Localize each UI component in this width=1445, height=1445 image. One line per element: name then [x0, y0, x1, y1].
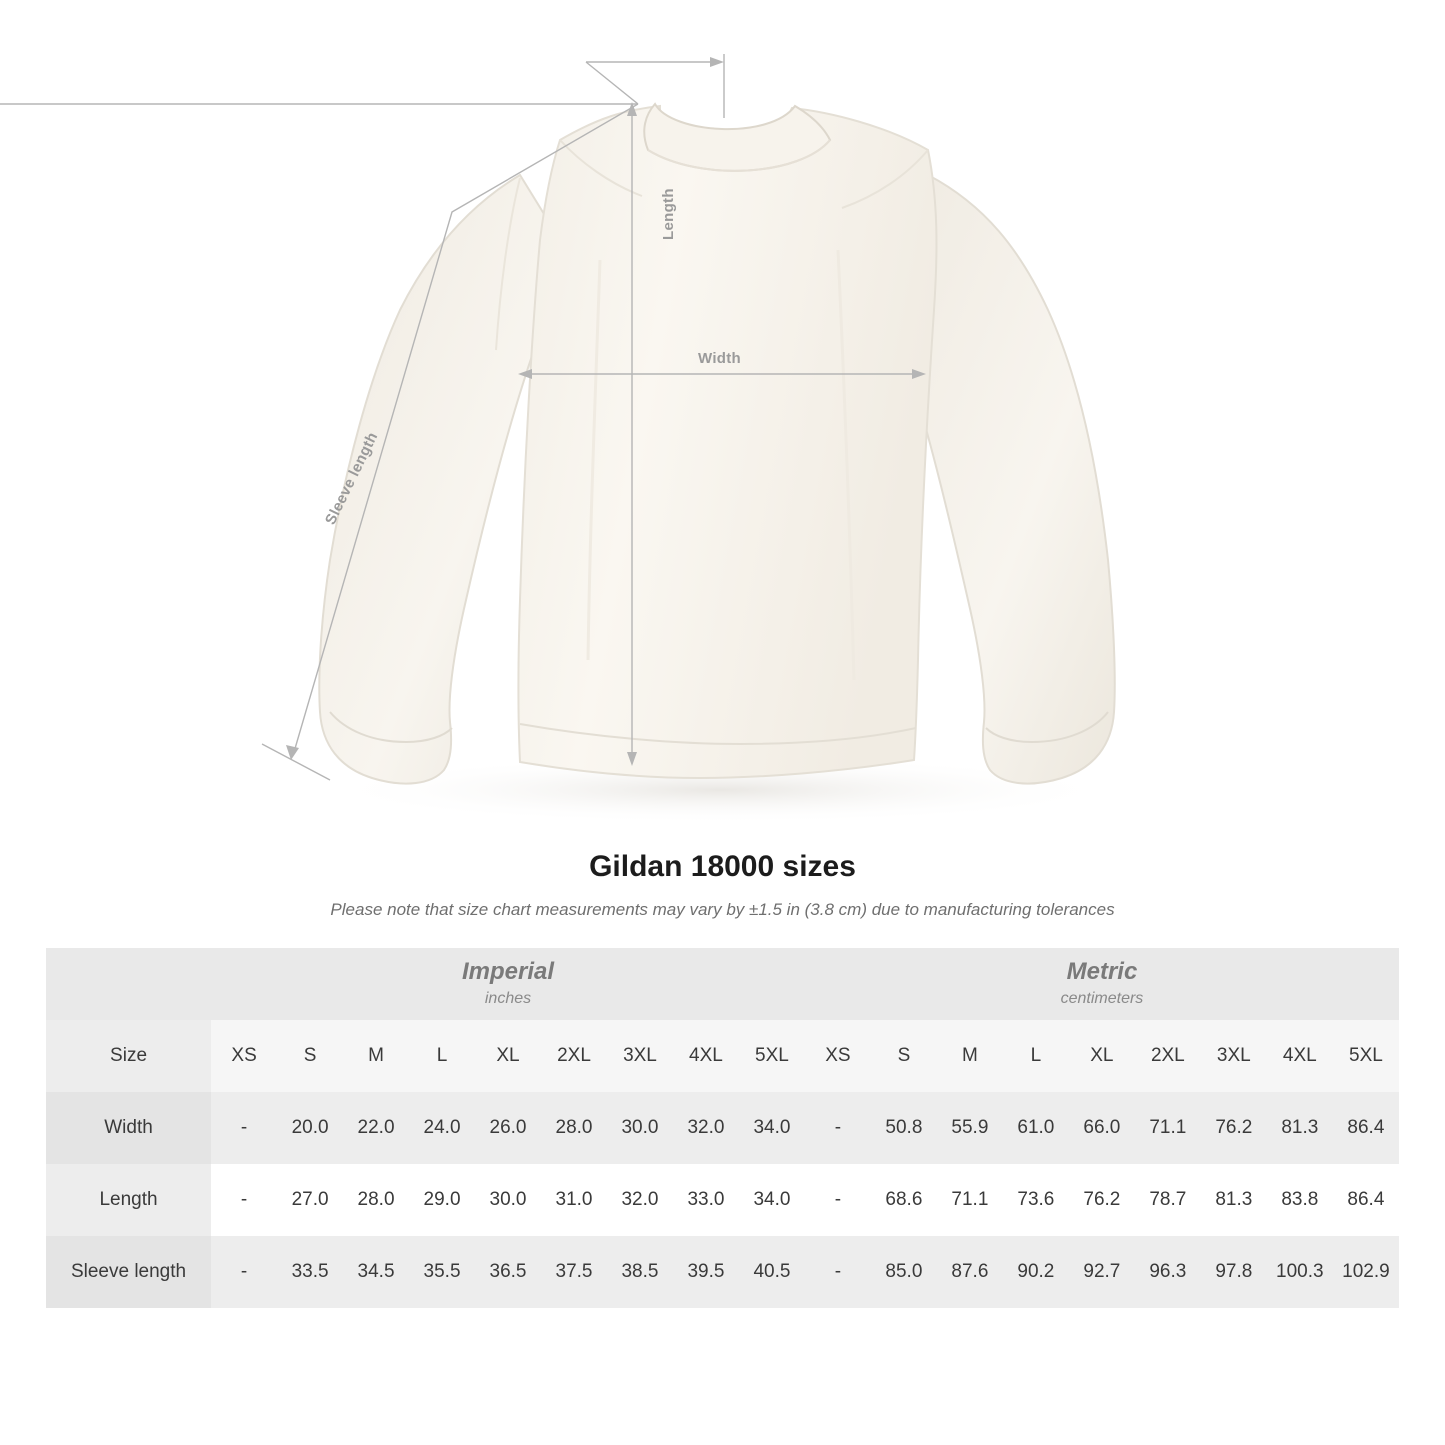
cell-length-3xl-metric: 81.3 [1201, 1164, 1267, 1236]
cell-width-s-imperial: 20.0 [277, 1092, 343, 1164]
cell-length-xl-metric: 76.2 [1069, 1164, 1135, 1236]
column-header-2xl-imperial: 2XL [541, 1020, 607, 1092]
page-title: Gildan 18000 sizes [589, 850, 856, 883]
table-row [46, 1092, 1399, 1164]
row-label-sleeve-length: Sleeve length [46, 1236, 211, 1308]
column-header-s-metric: S [871, 1020, 937, 1092]
column-header-xl-metric: XL [1069, 1020, 1135, 1092]
cell-length-4xl-imperial: 33.0 [673, 1164, 739, 1236]
cell-length-5xl-metric: 86.4 [1333, 1164, 1399, 1236]
system-header-row [46, 948, 1399, 1020]
cell-width-5xl-imperial: 34.0 [739, 1092, 805, 1164]
cell-length-l-imperial: 29.0 [409, 1164, 475, 1236]
column-header-3xl-imperial: 3XL [607, 1020, 673, 1092]
size-table [46, 948, 1399, 1308]
cell-length-2xl-metric: 78.7 [1135, 1164, 1201, 1236]
cell-width-4xl-imperial: 32.0 [673, 1092, 739, 1164]
cell-width-4xl-metric: 81.3 [1267, 1092, 1333, 1164]
size-column-header: Size [46, 1020, 211, 1092]
column-header-row [46, 1020, 1399, 1092]
cell-width-l-imperial: 24.0 [409, 1092, 475, 1164]
size-table-wrapper [46, 948, 1399, 1308]
cell-length-s-imperial: 27.0 [277, 1164, 343, 1236]
cell-sleeve-length-s-metric: 85.0 [871, 1236, 937, 1308]
column-header-xs-metric: XS [805, 1020, 871, 1092]
cell-width-xs-metric: - [805, 1092, 871, 1164]
cell-width-5xl-metric: 86.4 [1333, 1092, 1399, 1164]
width-label: Width [698, 350, 742, 367]
column-header-5xl-metric: 5XL [1333, 1020, 1399, 1092]
cell-length-5xl-imperial: 34.0 [739, 1164, 805, 1236]
tolerance-note: Please note that size chart measurements may vary by ±1.5 in (3.8 cm) due to manufacturing tolerances [330, 900, 1115, 919]
system-header-metric [805, 948, 1399, 1020]
row-label-width: Width [46, 1092, 211, 1164]
column-header-s-imperial: S [277, 1020, 343, 1092]
cell-sleeve-length-xs-metric: - [805, 1236, 871, 1308]
system-name: Imperial [461, 958, 555, 985]
table-row [46, 1236, 1399, 1308]
column-header-4xl-imperial: 4XL [673, 1020, 739, 1092]
cell-length-xl-imperial: 30.0 [475, 1164, 541, 1236]
cell-sleeve-length-4xl-imperial: 39.5 [673, 1236, 739, 1308]
cell-width-2xl-imperial: 28.0 [541, 1092, 607, 1164]
column-header-3xl-metric: 3XL [1201, 1020, 1267, 1092]
cell-length-l-metric: 73.6 [1003, 1164, 1069, 1236]
cell-length-m-imperial: 28.0 [343, 1164, 409, 1236]
cell-length-m-metric: 71.1 [937, 1164, 1003, 1236]
cell-sleeve-length-5xl-metric: 102.9 [1333, 1236, 1399, 1308]
cell-width-xs-imperial: - [211, 1092, 277, 1164]
column-header-4xl-metric: 4XL [1267, 1020, 1333, 1092]
cell-width-m-metric: 55.9 [937, 1092, 1003, 1164]
cell-sleeve-length-3xl-metric: 97.8 [1201, 1236, 1267, 1308]
cell-width-3xl-metric: 76.2 [1201, 1092, 1267, 1164]
cell-width-s-metric: 50.8 [871, 1092, 937, 1164]
cell-sleeve-length-5xl-imperial: 40.5 [739, 1236, 805, 1308]
system-header-spacer [46, 948, 211, 1020]
column-header-l-metric: L [1003, 1020, 1069, 1092]
column-header-5xl-imperial: 5XL [739, 1020, 805, 1092]
system-header-imperial [211, 948, 805, 1020]
cell-sleeve-length-xl-metric: 92.7 [1069, 1236, 1135, 1308]
cell-length-xs-imperial: - [211, 1164, 277, 1236]
cell-length-xs-metric: - [805, 1164, 871, 1236]
title-block [0, 850, 1445, 920]
cell-width-3xl-imperial: 30.0 [607, 1092, 673, 1164]
cell-sleeve-length-4xl-metric: 100.3 [1267, 1236, 1333, 1308]
cell-sleeve-length-3xl-imperial: 38.5 [607, 1236, 673, 1308]
cell-sleeve-length-m-metric: 87.6 [937, 1236, 1003, 1308]
system-name: Metric [1066, 958, 1138, 985]
column-header-m-metric: M [937, 1020, 1003, 1092]
column-header-xs-imperial: XS [211, 1020, 277, 1092]
column-header-xl-imperial: XL [475, 1020, 541, 1092]
cell-width-2xl-metric: 71.1 [1135, 1092, 1201, 1164]
cell-sleeve-length-m-imperial: 34.5 [343, 1236, 409, 1308]
cell-width-m-imperial: 22.0 [343, 1092, 409, 1164]
cell-width-xl-imperial: 26.0 [475, 1092, 541, 1164]
cell-sleeve-length-xs-imperial: - [211, 1236, 277, 1308]
cell-width-l-metric: 61.0 [1003, 1092, 1069, 1164]
length-label: Length [660, 188, 677, 240]
cell-sleeve-length-xl-imperial: 36.5 [475, 1236, 541, 1308]
cell-width-xl-metric: 66.0 [1069, 1092, 1135, 1164]
table-row [46, 1164, 1399, 1236]
column-header-2xl-metric: 2XL [1135, 1020, 1201, 1092]
column-header-l-imperial: L [409, 1020, 475, 1092]
cell-length-3xl-imperial: 32.0 [607, 1164, 673, 1236]
cell-length-s-metric: 68.6 [871, 1164, 937, 1236]
cell-length-2xl-imperial: 31.0 [541, 1164, 607, 1236]
cell-sleeve-length-l-metric: 90.2 [1003, 1236, 1069, 1308]
column-header-m-imperial: M [343, 1020, 409, 1092]
cell-sleeve-length-s-imperial: 33.5 [277, 1236, 343, 1308]
cell-length-4xl-metric: 83.8 [1267, 1164, 1333, 1236]
row-label-length: Length [46, 1164, 211, 1236]
cell-sleeve-length-l-imperial: 35.5 [409, 1236, 475, 1308]
cell-sleeve-length-2xl-metric: 96.3 [1135, 1236, 1201, 1308]
system-unit: centimeters [1060, 990, 1144, 1007]
sleeve-length-label: Sleeve length [322, 429, 382, 528]
system-unit: inches [484, 990, 532, 1007]
cell-sleeve-length-2xl-imperial: 37.5 [541, 1236, 607, 1308]
